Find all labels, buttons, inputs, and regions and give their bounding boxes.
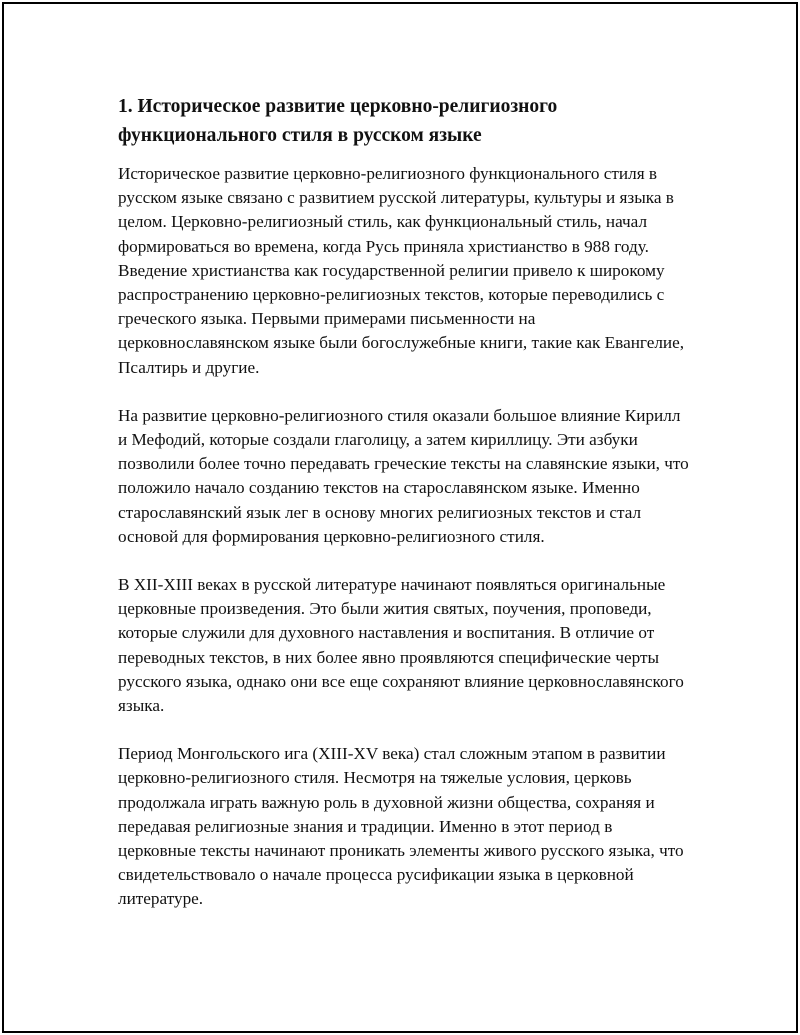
paragraph-3: В XII-XIII веках в русской литературе начинают появляться оригинальные церковные произведения. Это были жития святых, поучения, проповеди, которые служили для духовного наставления и воспитания. В отличие от переводных текстов, в них более явно проявляются специфические черты русского языка, однако они все еще сохраняют влияние церковнославянского языка.: [118, 575, 684, 716]
paragraph-4: Период Монгольского ига (XIII-XV века) стал сложным этапом в развитии церковно-религиозного стиля. Несмотря на тяжелые условия, церковь продолжала играть важную роль в духовной жизни общества, сохраняя и передавая религиозные знания и традиции. Именно в этот период в церковные тексты начинают проникать элементы живого русского языка, что свидетельствовало о начале процесса русификации языка в церковной литературе.: [118, 744, 684, 909]
document-body: [118, 92, 690, 936]
paragraph-2: На развитие церковно-религиозного стиля оказали большое влияние Кирилл и Мефодий, которые создали глаголицу, а затем кириллицу. Эти азбуки позволили более точно передавать греческие тексты на славянские языки, что положило начало созданию текстов на старославянском языке. Именно старославянский язык лег в основу многих религиозных текстов и стал основой для формирования церковно-религиозного стиля.: [118, 405, 689, 546]
paragraph-1: Историческое развитие церковно-религиозного функционального стиля в русском языке связано с развитием русской литературы, культуры и языка в целом. Церковно-религиозный стиль, как функциональный стиль, начал формироваться во времена, когда Русь приняла христианство в 988 году. Введение христианства как государственной религии привело к широкому распространению церковно-религиозных текстов, которые переводились с греческого языка. Первыми примерами письменности на церковнославянском языке были богослужебные книги, такие как Евангелие, Псалтирь и другие.: [118, 164, 685, 377]
section-title: 1. Историческое развитие церковно-религиозного функционального стиля в русском языке: [118, 96, 558, 146]
